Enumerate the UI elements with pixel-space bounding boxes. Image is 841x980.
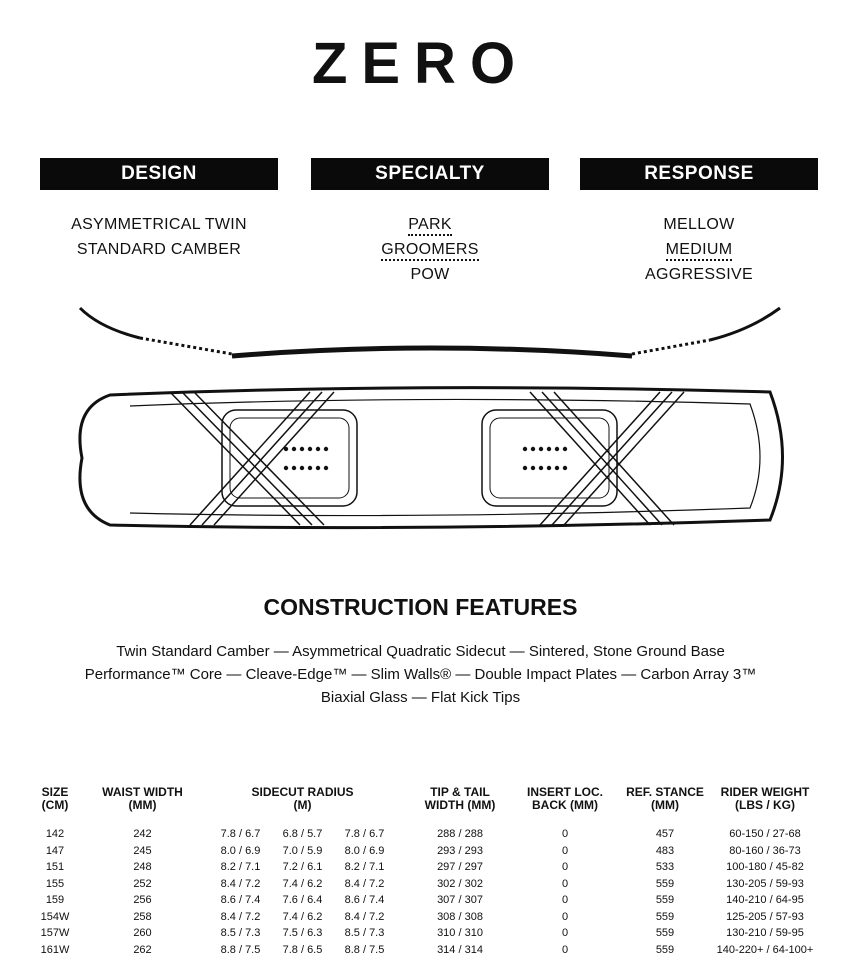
ref-stance-cell: 559 [655,910,675,923]
column-header: REF. STANCE (MM) [626,785,704,812]
specialty-option-selected: PARK [408,216,452,236]
column-header: WAIST WIDTH (MM) [102,785,183,812]
column-header: INSERT LOC. BACK (MM) [526,785,603,812]
waist-width-cell: 260 [133,927,152,940]
column-header: SIZE (CM) [41,785,69,812]
ref-stance-cell: 457 [655,828,675,841]
table-row [25,859,815,876]
insert-loc-cell: 0 [561,828,569,841]
specialty-option: POW [410,266,450,283]
spec-table-body [25,826,815,958]
insert-loc-cell: 0 [561,943,569,956]
insert-loc-cell: 0 [561,861,569,874]
response-header: RESPONSE [580,158,818,190]
table-header-row [25,786,815,826]
size-cell: 157W [40,927,70,940]
table-row [25,909,815,926]
response-option: MELLOW [663,216,735,233]
size-cell: 154W [40,910,70,923]
response-option-selected: MEDIUM [666,241,733,261]
waist-width-cell: 262 [133,943,152,956]
size-cell: 147 [45,844,65,857]
sidecut-radius-cell: 8.4 / 7.2 7.4 / 6.2 8.4 / 7.2 [220,910,385,923]
column-header: RIDER WEIGHT (LBS / KG) [720,785,810,812]
specialty-header: SPECIALTY [311,158,549,190]
design-header: DESIGN [40,158,278,190]
design-options [40,214,278,264]
size-cell: 159 [45,894,65,907]
ref-stance-cell: 559 [655,927,675,940]
design-option: ASYMMETRICAL TWIN [71,216,247,233]
camber-profile-illustration [0,296,841,376]
sidecut-radius-cell: 8.0 / 6.9 7.0 / 5.9 8.0 / 6.9 [220,844,385,857]
table-row [25,876,815,893]
waist-width-cell: 242 [133,828,152,841]
ref-stance-cell: 559 [655,877,675,890]
table-row [25,942,815,959]
rider-weight-cell: 100-180 / 45-82 [726,861,804,874]
design-option: STANDARD CAMBER [76,241,242,258]
sidecut-radius-cell: 8.2 / 7.1 7.2 / 6.1 8.2 / 7.1 [220,861,385,874]
sidecut-radius-cell: 8.4 / 7.2 7.4 / 6.2 8.4 / 7.2 [220,877,385,890]
tip-tail-width-cell: 314 / 314 [437,943,483,956]
construction-line: Biaxial Glass — Flat Kick Tips [320,689,521,706]
rider-weight-cell: 125-205 / 57-93 [726,910,804,923]
specialty-options [311,214,549,289]
snowboard-illustration [0,380,841,540]
table-row [25,843,815,860]
size-cell: 142 [45,828,65,841]
waist-width-cell: 252 [133,877,152,890]
ref-stance-cell: 533 [655,861,675,874]
size-cell: 155 [45,877,65,890]
tip-tail-width-cell: 307 / 307 [437,894,483,907]
rider-weight-cell: 80-160 / 36-73 [729,844,801,857]
column-header: TIP & TAIL WIDTH (MM) [424,785,496,812]
sidecut-radius-cell: 8.5 / 7.3 7.5 / 6.3 8.5 / 7.3 [220,927,385,940]
tip-tail-width-cell: 293 / 293 [437,844,483,857]
spec-table [25,786,815,958]
rider-weight-cell: 140-220+ / 64-100+ [716,943,814,956]
tip-tail-width-cell: 310 / 310 [437,927,483,940]
table-row [25,892,815,909]
tip-tail-width-cell: 288 / 288 [437,828,483,841]
size-cell: 161W [40,943,70,956]
construction-line: Performance™ Core — Cleave-Edge™ — Slim Walls® — Double Impact Plates — Carbon Array 3™ [84,666,757,683]
specialty-option-selected: GROOMERS [381,241,479,261]
response-options [580,214,818,289]
tip-tail-width-cell: 302 / 302 [437,877,483,890]
waist-width-cell: 256 [133,894,152,907]
tip-tail-width-cell: 297 / 297 [437,861,483,874]
insert-loc-cell: 0 [561,910,569,923]
response-option: AGGRESSIVE [645,266,753,283]
column-header: SIDECUT RADIUS (M) [251,785,354,812]
insert-loc-cell: 0 [561,927,569,940]
insert-loc-cell: 0 [561,894,569,907]
construction-line: Twin Standard Camber — Asymmetrical Quadratic Sidecut — Sintered, Stone Ground Base [116,643,725,660]
construction-title: CONSTRUCTION FEATURES [263,594,578,620]
waist-width-cell: 248 [133,861,152,874]
ref-stance-cell: 559 [655,894,675,907]
table-row [25,925,815,942]
insert-loc-cell: 0 [561,844,569,857]
waist-width-cell: 245 [133,844,152,857]
waist-width-cell: 258 [133,910,152,923]
rider-weight-cell: 130-210 / 59-95 [726,927,804,940]
ref-stance-cell: 559 [655,943,675,956]
product-title: ZERO [311,31,530,96]
insert-loc-cell: 0 [561,877,569,890]
ref-stance-cell: 483 [655,844,675,857]
size-cell: 151 [45,861,65,874]
table-row [25,826,815,843]
sidecut-radius-cell: 8.6 / 7.4 7.6 / 6.4 8.6 / 7.4 [220,894,385,907]
rider-weight-cell: 60-150 / 27-68 [729,828,801,841]
rider-weight-cell: 130-205 / 59-93 [726,877,804,890]
sidecut-radius-cell: 8.8 / 7.5 7.8 / 6.5 8.8 / 7.5 [220,943,385,956]
tip-tail-width-cell: 308 / 308 [437,910,483,923]
rider-weight-cell: 140-210 / 64-95 [726,894,804,907]
sidecut-radius-cell: 7.8 / 6.7 6.8 / 5.7 7.8 / 6.7 [220,828,385,841]
